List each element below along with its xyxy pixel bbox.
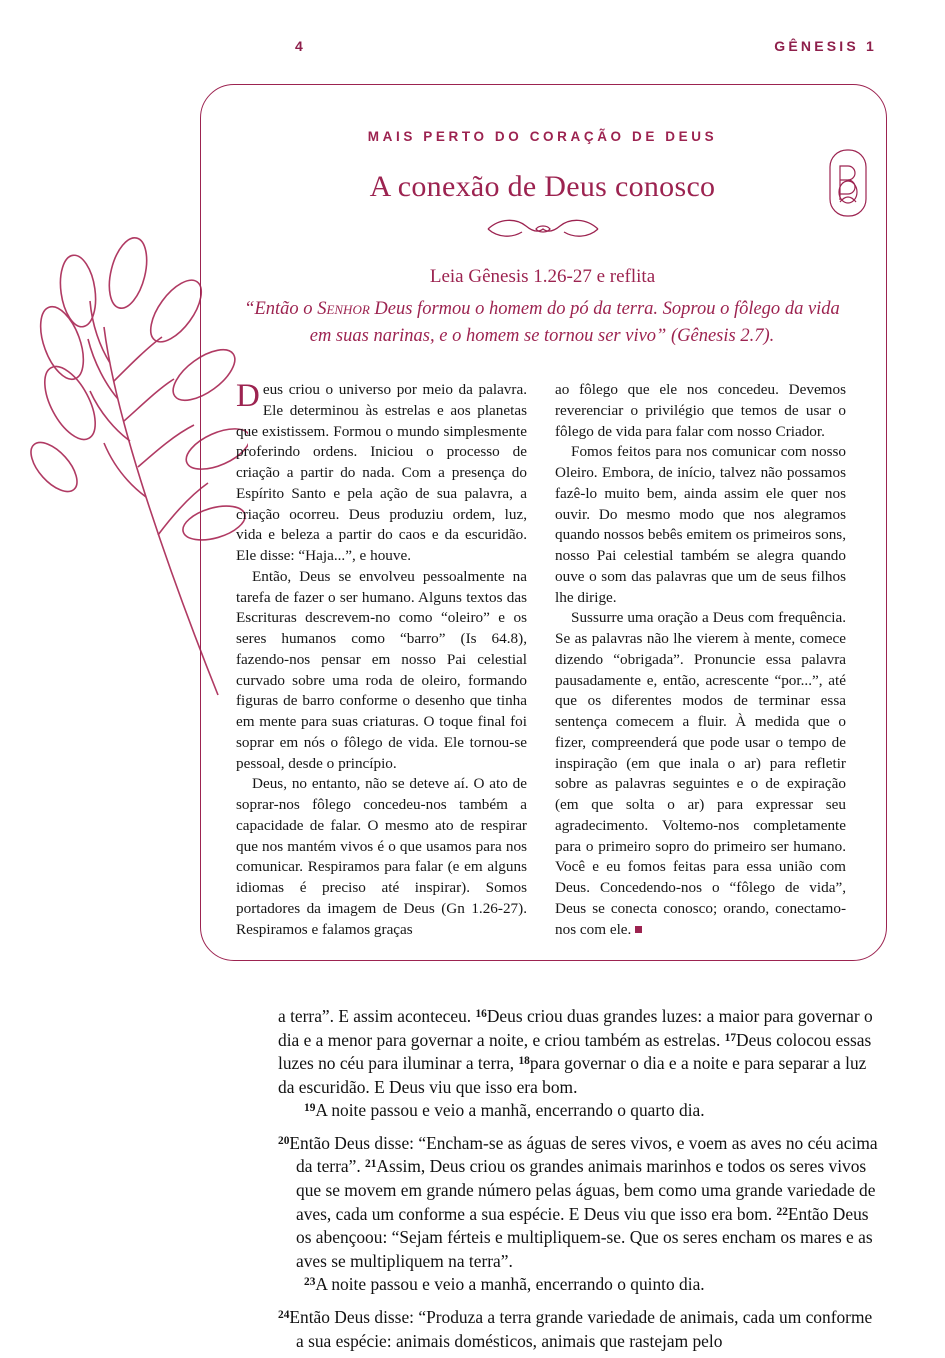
verse-quote xyxy=(242,296,842,350)
devotional-column-right xyxy=(555,380,846,940)
verse-number: 19 xyxy=(304,1102,316,1115)
devotional-paragraph-text: eus criou o universo por meio da palavra. Ele determinou às estrelas e aos planetas que existissem. Formou o mundo simplesmente proferindo ordens. Iniciou o processo de criação a partir do nada. Com a presença do Espírito Santo e pela ação de sua palavra, a criação ocorreu. Deus produziu ordem, luz, vida e beleza a partir do caos e da escuridão. Ele disse: “Haja...”, e houve. xyxy=(236,381,527,564)
verse-number: 18 xyxy=(518,1055,530,1068)
scripture-text-run: a terra”. E assim aconteceu. xyxy=(278,1006,476,1026)
scripture-paragraph xyxy=(278,1306,878,1353)
devotional-paragraph xyxy=(555,608,846,940)
scripture-paragraph xyxy=(278,1132,878,1273)
verse-number: 20 xyxy=(278,1134,290,1147)
scripture-text-run: A noite passou e veio a manhã, encerrando o quarto dia. xyxy=(315,1100,705,1121)
verse-part-2: Deus formou o homem do pó da terra. Soprou o fôlego xyxy=(369,299,781,319)
scripture-paragraph xyxy=(278,1099,878,1123)
verse-part-3: da vida em suas narinas, e o homem se tornou ser vivo” (Gênesis 2.7). xyxy=(309,299,840,346)
verse-number: 21 xyxy=(365,1158,377,1171)
scripture-text-run: Então Deus os abençoou: “Sejam férteis e multipliquem-se. Que os seres encham os mares e as aves se multipliquem na terra”. xyxy=(296,1203,873,1271)
verse-number: 17 xyxy=(724,1031,737,1044)
scripture-text-run: Assim, Deus criou os grandes animais marinhos e todos os seres vivos que se movem em grande número pelas águas, bem como uma grande variedade de aves, cada um conforme a sua espécie. E Deus viu que isso era bom. xyxy=(296,1156,876,1224)
devotional-paragraph: Fomos feitos para nos comunicar com nosso Oleiro. Embora, de início, talvez não possamos fazê-lo muito bem, ainda assim ele quer nos ouvir. Do mesmo modo que nos alegramos quando nossos bebês emitem os primeiros sons, nosso Pai celestial também se alegra quando ouve o som das palavras que um de seus filhos lhe dirige. xyxy=(555,443,846,606)
devotional-paragraph: ao fôlego que ele nos concedeu. Devemos reverenciar o privilégio que temos de usar o fôlego de vida para falar com nosso Criador. xyxy=(555,381,846,440)
scripture-text xyxy=(278,1005,878,1353)
devotional-title: A conexão de Deus conosco xyxy=(369,170,716,203)
scripture-text-run: para governar o dia e a noite e para separar a luz da escuridão. E Deus viu que isso era bom. xyxy=(278,1053,867,1097)
devotional-paragraph: Deus, no entanto, não se deteve aí. O ato de soprar-nos fôlego concedeu-nos também a capacidade de falar. O mesmo ato de respirar que nos mantém vivos é o que usamos para nos comunicar. Respiramos para falar (e em alguns idiomas é preciso até inspirar). Somos portadores da imagem de Deus (Gn 1.26-27). Respiramos e falamos graças xyxy=(236,775,527,938)
devotional-paragraph: Então, Deus se envolveu pessoalmente na tarefa de fazer o ser humano. Alguns textos das Escrituras descrevem-no como “oleiro” e os seres humanos como “barro” (Is 64.8), fazendo-nos pensar em nosso Pai celestial curvado sobre uma roda de oleiro, formando figuras de barro conforme o desenho que tinha em mente para suas criaturas. O toque final foi soprar em nós o fôlego de vida. Ele tornou-se pessoal, desde o princípio. xyxy=(236,567,527,772)
verse-number: 22 xyxy=(776,1205,788,1218)
scripture-paragraph xyxy=(278,1273,878,1297)
verse-number: 23 xyxy=(304,1276,316,1289)
devotional-kicker: MAIS PERTO DO CORAÇÃO DE DEUS xyxy=(367,129,718,144)
scripture-text-run: Deus colocou essas luzes no céu para iluminar a terra, xyxy=(278,1029,872,1074)
devotional-paragraph-text: Sussurre uma oração a Deus com frequência. Se as palavras não lhe vierem à mente, comece dizendo “obrigada”. Pronuncie essa palavra pausadamente e, então, acrescente “por...”, até que os diferentes modos de terminar essa sentença comecem a fluir. À medida que o fizer, compreenderá que pode usar o tempo de inspiração (em que inala o ar) para refletir sobre as palavras seguintes e o de expiração (em que solta o ar) para expressar seu agradecimento. Voltemo-nos completamente para o primeiro sopro do primeiro ser humano. Você e eu fomos feitas para essa união com Deus. Concedendo-nos o “fôlego de vida”, Deus se conecta conosco; orando, conectamo-nos com ele. xyxy=(555,609,846,938)
devotional-paragraph xyxy=(236,380,527,567)
scripture-text-run: A noite passou e veio a manhã, encerrando o quinto dia. xyxy=(315,1274,705,1295)
end-mark-icon xyxy=(635,926,642,933)
page-number: 4 xyxy=(295,38,304,54)
scripture-text-run: Deus criou duas grandes luzes: a maior para governar o dia e a menor para governar a noite, e criou também as estrelas. xyxy=(278,1006,873,1050)
devotional-column-left xyxy=(236,380,527,940)
running-head xyxy=(0,38,945,60)
verse-divine-name: Senhor xyxy=(317,299,370,319)
scripture-paragraph xyxy=(278,1005,878,1099)
scripture-text-run: Então Deus disse: “Encham-se as águas de seres vivos, e voem as aves no céu acima da terra”. xyxy=(289,1132,878,1177)
devotional-content xyxy=(200,84,885,959)
devotional-columns xyxy=(236,380,846,940)
verse-part-1: “Então o xyxy=(244,299,318,319)
scripture-text-run: Então Deus disse: “Produza a terra grande variedade de animais, cada um conforme a sua espécie: animais domésticos, animais que rastejam pelo xyxy=(289,1306,873,1351)
flourish-ornament-icon xyxy=(200,216,885,247)
verse-number: 24 xyxy=(278,1308,290,1321)
reading-instruction: Leia Gênesis 1.26-27 e reflita xyxy=(429,266,656,287)
monogram-icon xyxy=(825,146,871,220)
drop-cap: D xyxy=(236,378,260,414)
verse-number: 16 xyxy=(475,1008,487,1020)
book-chapter-reference: GÊNESIS 1 xyxy=(774,38,877,54)
